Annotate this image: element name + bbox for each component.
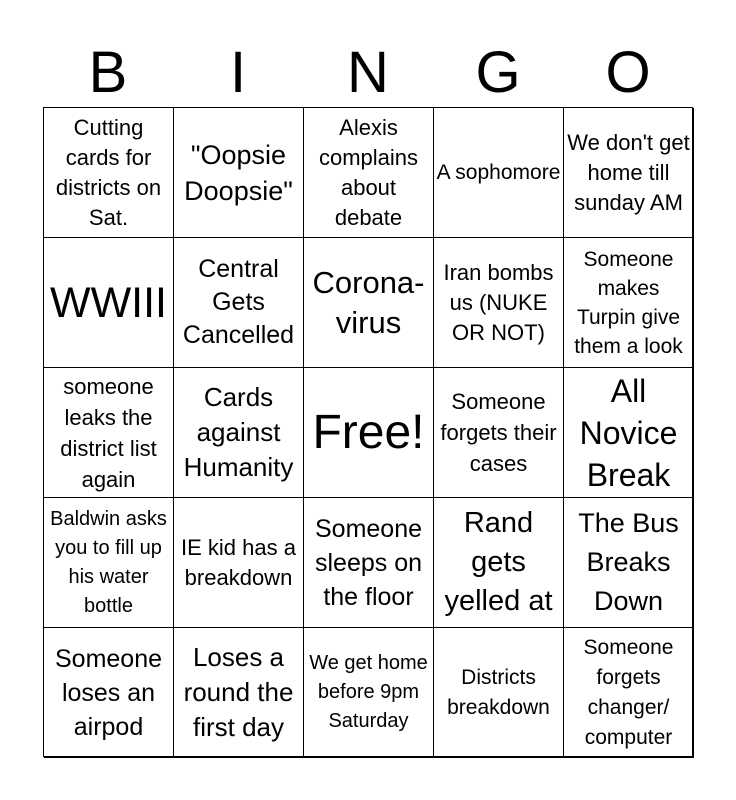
cell-text: Corona-virus (312, 264, 425, 340)
bingo-cell-r1c3[interactable] (434, 238, 564, 368)
bingo-cell-free-space[interactable] (304, 368, 434, 498)
cell-text: Cutting cards for districts on Sat. (55, 114, 162, 230)
bingo-cell-r2c3[interactable] (434, 368, 564, 498)
cell-text: IE kid has a breakdown (181, 534, 296, 590)
bingo-cell-r1c4[interactable] (564, 238, 694, 368)
header-letter-g: G (475, 40, 521, 105)
header-letter-i: I (229, 40, 247, 105)
bingo-cell-r2c4[interactable] (564, 368, 694, 498)
cell-text: Free! (312, 405, 425, 459)
bingo-cell-r0c2[interactable] (304, 108, 434, 238)
bingo-cell-r3c4[interactable] (564, 498, 694, 628)
cell-text: Rand gets yelled at (444, 507, 553, 617)
bingo-cell-r0c3[interactable] (434, 108, 564, 238)
cell-text: Someone loses an airpod (54, 644, 163, 741)
bingo-cell-r3c0[interactable] (44, 498, 174, 628)
cell-text: Someone forgets changer/ computer (583, 635, 674, 749)
bingo-cell-r0c4[interactable] (564, 108, 694, 238)
cell-text: Loses a round the first day (183, 642, 294, 742)
cell-text: someone leaks the district list again (60, 373, 157, 492)
cell-text: Districts breakdown (447, 665, 550, 719)
cell-text: Someone forgets their cases (440, 389, 557, 476)
bingo-cell-r3c2[interactable] (304, 498, 434, 628)
bingo-board (43, 107, 693, 757)
bingo-cell-r2c1[interactable] (174, 368, 304, 498)
bingo-cell-r1c1[interactable] (174, 238, 304, 368)
bingo-cell-r0c1[interactable] (174, 108, 304, 238)
cell-text: We get home before 9pm Saturday (309, 652, 428, 732)
bingo-cell-r0c0[interactable] (44, 108, 174, 238)
header-letter-b: B (88, 40, 128, 105)
bingo-cell-r4c1[interactable] (174, 628, 304, 758)
cell-text: Central Gets Cancelled (182, 255, 295, 349)
bingo-cell-r4c4[interactable] (564, 628, 694, 758)
cell-text: Someone makes Turpin give them a look (574, 247, 683, 358)
bingo-cell-r4c3[interactable] (434, 628, 564, 758)
bingo-cell-r1c0[interactable] (44, 238, 174, 368)
cell-text: A sophomore (436, 161, 561, 184)
cell-text: Alexis complains about debate (318, 114, 419, 230)
bingo-cell-r4c2[interactable] (304, 628, 434, 758)
cell-text: Someone sleeps on the floor (314, 514, 423, 611)
cell-text: Cards against Humanity (183, 382, 294, 482)
cell-text: Iran bombs us (NUKE OR NOT) (443, 259, 554, 345)
cell-text: Baldwin asks you to fill up his water bottle (50, 507, 167, 617)
bingo-header (43, 38, 693, 108)
header-letter-o: O (605, 40, 651, 105)
bingo-cell-r1c2[interactable] (304, 238, 434, 368)
bingo-cell-r2c0[interactable] (44, 368, 174, 498)
bingo-cell-r3c3[interactable] (434, 498, 564, 628)
cell-text: "Oopsie Doopsie" (184, 139, 293, 206)
cell-text: The Bus Breaks Down (578, 508, 679, 616)
bingo-cell-r3c1[interactable] (174, 498, 304, 628)
bingo-cell-r4c0[interactable] (44, 628, 174, 758)
cell-text: We don't get home till sunday AM (567, 129, 690, 215)
header-letter-n: N (347, 40, 389, 105)
cell-text: WWIII (49, 278, 167, 327)
cell-text: All Novice Break (579, 372, 678, 493)
